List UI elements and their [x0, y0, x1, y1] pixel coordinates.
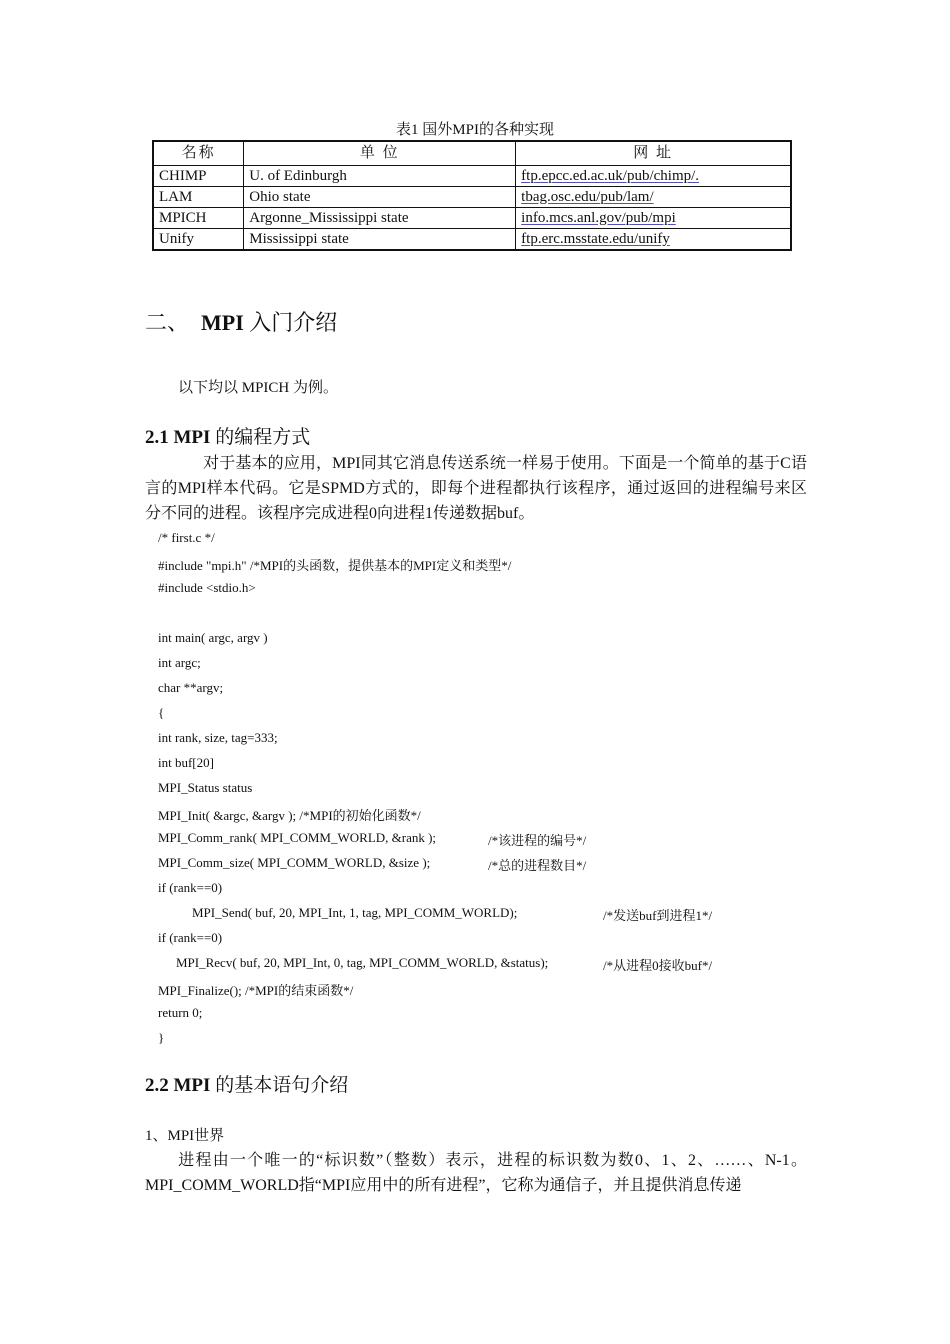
cell-organization: Argonne_Mississippi state: [244, 208, 516, 229]
table-row: [153, 208, 791, 229]
cell-organization: Ohio state: [244, 187, 516, 208]
code-line: MPI_Comm_rank( MPI_COMM_WORLD, &rank );: [158, 830, 437, 845]
header-organization: 单 位: [244, 141, 516, 166]
paragraph: 进程由一个唯一的“标识数”（整数）表示，进程的标识数为数0、1、2、……、N-1。MPI_COMM_WORLD指“MPI应用中的所有进程”，它称为通信子，并且提供消息传递: [145, 1152, 807, 1194]
paragraph: 对于基本的应用，MPI同其它消息传送系统一样易于使用。下面是一个简单的基于C语言的MPI样本代码。它是SPMD方式的，即每个进程都执行该程序，通过返回的进程编号来区分不同的进程。该程序完成进程0向进程1传递数据buf。: [145, 455, 807, 522]
code-comment: /*该进程的编号*/: [488, 833, 587, 848]
section-number: 二、: [145, 310, 190, 335]
code-line: return 0;: [158, 1005, 203, 1020]
header-url: 网 址: [516, 141, 791, 166]
code-line: MPI_Init( &argc, &argv ); /*MPI的初始化函数*/: [158, 808, 421, 823]
cell-organization: U. of Edinburgh: [244, 166, 516, 187]
cell-url-link[interactable]: info.mcs.anl.gov/pub/mpi: [516, 208, 791, 229]
code-line: char **argv;: [158, 680, 224, 695]
cell-url-link[interactable]: ftp.erc.msstate.edu/unify: [516, 229, 791, 251]
cell-organization: Mississippi state: [244, 229, 516, 251]
subsection-title: 的编程方式: [210, 427, 311, 448]
code-line: /* first.c */: [158, 530, 215, 545]
cell-name: LAM: [153, 187, 244, 208]
table-caption: 表1 国外MPI的各种实现: [396, 122, 554, 138]
code-comment: /*总的进程数目*/: [488, 858, 587, 873]
code-comment: /*从进程0接收buf*/: [603, 958, 713, 973]
code-line: if (rank==0): [158, 880, 223, 895]
table-row: [153, 229, 791, 251]
table-header-row: [153, 141, 791, 166]
cell-name: MPICH: [153, 208, 244, 229]
code-line: #include "mpi.h" /*MPI的头函数，提供基本的MPI定义和类型*/: [158, 558, 512, 573]
table-row: [153, 187, 791, 208]
code-line: MPI_Send( buf, 20, MPI_Int, 1, tag, MPI_COMM_WORLD);: [192, 905, 518, 920]
cell-name: CHIMP: [153, 166, 244, 187]
intro-text: 以下均以 MPICH 为例。: [178, 380, 339, 396]
subsection-number: 2.1 MPI: [145, 427, 211, 448]
section-title-rest: 入门介绍: [243, 310, 338, 335]
code-line: MPI_Comm_size( MPI_COMM_WORLD, &size );: [158, 855, 431, 870]
subsection-number: 2.2 MPI: [145, 1075, 211, 1096]
code-line: int rank, size, tag=333;: [158, 730, 278, 745]
code-line: int buf[20]: [158, 755, 214, 770]
code-comment: /*发送buf到进程1*/: [603, 908, 713, 923]
section-heading: [145, 306, 337, 337]
subsection-heading-2-1: [145, 422, 310, 449]
subsection-heading-2-2: [145, 1070, 348, 1097]
cell-url-link[interactable]: tbag.osc.edu/pub/lam/: [516, 187, 791, 208]
code-line: MPI_Recv( buf, 20, MPI_Int, 0, tag, MPI_COMM_WORLD, &status);: [176, 955, 549, 970]
code-line: #include <stdio.h>: [158, 580, 256, 595]
list-item-heading: 1、MPI世界: [145, 1128, 225, 1144]
code-line: MPI_Status status: [158, 780, 253, 795]
cell-name: Unify: [153, 229, 244, 251]
code-line: }: [158, 1030, 165, 1045]
cell-url-link[interactable]: ftp.epcc.ed.ac.uk/pub/chimp/.: [516, 166, 791, 187]
section-title-bold: MPI: [201, 310, 244, 335]
code-line: int main( argc, argv ): [158, 630, 268, 645]
mpi-implementations-table: [152, 140, 792, 251]
code-line: {: [158, 705, 165, 720]
table-row: [153, 166, 791, 187]
code-line: MPI_Finalize(); /*MPI的结束函数*/: [158, 983, 354, 998]
code-line: int argc;: [158, 655, 201, 670]
header-name: 名称: [153, 141, 244, 166]
subsection-title: 的基本语句介绍: [210, 1075, 349, 1096]
code-line: if (rank==0): [158, 930, 223, 945]
